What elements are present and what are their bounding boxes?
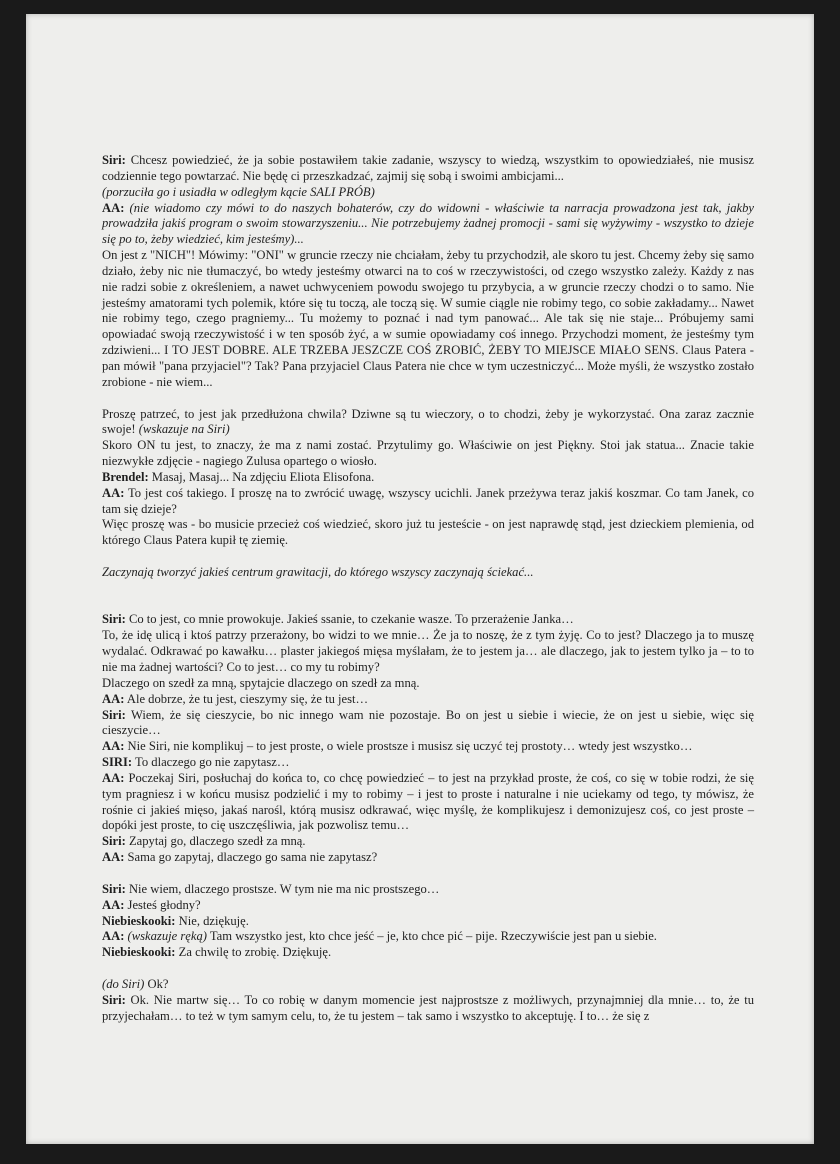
paragraph-text: Poczekaj Siri, posłuchaj do końca to, co chcę powiedzieć – to jest na przykład proste, że coś, co się w tobie rodzi, że się tym pragniesz i w końcu musisz podzielić i my to robimy – i jest to proste i naturalne i nie uciekamy od tego, ty mówisz, że rośnie ci jakieś mięso, jakaś narośl, którą musisz odkrawać, więc myślę, że komplikujesz i demonizujesz coś, co jest proste – dopóki jest proste, to cię uszczęśliwia, jak pozwolisz temu… — [102, 770, 754, 833]
speaker-name: AA: — [102, 200, 125, 215]
paragraph-text: Skoro ON tu jest, to znaczy, że ma z nami zostać. Przytulimy go. Właściwie on jest Piękny. Stoi jak statua... Znacie takie niezwykłe zdjęcie - nagiego Zulusa opartego o wiosło. — [102, 438, 754, 469]
stage-direction: (do Siri) — [102, 976, 145, 991]
paragraph — [102, 755, 754, 771]
paragraph — [102, 898, 754, 914]
paragraph — [102, 771, 754, 834]
paragraph-text: Sama go zapytaj, dlaczego go sama nie zapytasz? — [124, 850, 378, 865]
paragraph — [102, 739, 754, 755]
speaker-name: Siri: — [102, 707, 126, 722]
speaker-name: Niebieskooki: — [102, 913, 176, 928]
paragraph — [102, 248, 754, 391]
paragraph-text: Chcesz powiedzieć, że ja sobie postawiłem takie zadanie, wszyscy to wiedzą, wszystkim to opowiedziałeś, nie musisz codziennie tego powtarzać. Nie będę ci przeszkadzać, zajmij się sobą i swoimi ambicjami... — [102, 153, 754, 183]
speaker-name: Siri: — [102, 834, 126, 849]
speaker-name: Brendel: — [102, 469, 149, 484]
paragraph-text: Nie, dziękuję. — [175, 913, 249, 928]
paragraph — [102, 882, 754, 898]
speaker-name: AA: — [102, 850, 125, 865]
speaker-name: AA: — [102, 485, 125, 500]
speaker-name: AA: — [102, 929, 125, 944]
paragraph-text: Więc proszę was - bo musicie przecież coś wiedzieć, skoro już tu jesteście - on jest naprawdę stąd, jest dzieckiem plemienia, od którego Claus Patera kupił tę ziemię. — [102, 517, 754, 548]
stage-direction: (nie wiadomo czy mówi to do naszych bohaterów, czy do widowni - właściwie ta narracja prowadzona jest tak, jakby prowadziła jakiś program o swoim stowarzyszeniu... Nie potrzebujemy żadnej promocji - sami się wyżywimy - wszystko to dzieje się po to, żeby wiedzieć, kim jesteśmy)... — [102, 200, 754, 247]
paragraph-text: Masaj, Masaj... Na zdjęciu Eliota Elisofona. — [148, 469, 375, 484]
stage-direction: (wskazuje ręką) — [127, 929, 207, 944]
paragraph — [102, 945, 754, 961]
document-text — [102, 153, 754, 1024]
paragraph — [102, 977, 754, 993]
paragraph-text: Proszę patrzeć, to jest jak przedłużona chwila? Dziwne są tu wieczory, o to chodzi, żeby je wykorzystać. Ona zaraz zacznie swoje! — [102, 406, 754, 437]
paragraph — [102, 628, 754, 676]
paragraph-text: Dlaczego on szedł za mną, spytajcie dlaczego on szedł za mną. — [102, 675, 420, 690]
paragraph-text-after: Tam wszystko jest, kto chce jeść – je, kto chce pić – pije. Rzeczywiście jest pan u siebie. — [206, 929, 657, 944]
paragraph — [102, 929, 754, 945]
paragraph — [102, 470, 754, 486]
paragraph-text: On jest z "NICH"! Mówimy: "ONI" w gruncie rzeczy nie chciałam, żeby tu przychodził, ale skoro tu jest. Chcemy żeby się samo działo, żeby nic nie tłumaczyć, bo wtedy jesteśmy otwarci na to coś w rzeczywistości, od czego wszystko zależy. Każdy z nas nie radzi sobie z określeniem, a nawet uchwyceniem powodu swojego tu przybycia, a w gruncie rzeczy chodzi o to samo. Nie jesteśmy amatorami tych polemik, które się tu toczą, ale toczą się. W sumie ciągle nie robimy tego, co sobie zakładamy... Nawet nie robimy tego, czego pragniemy... Tu możemy to poznać i nad tym panować... Ale tak się nie staje... Próbujemy sami opowiadać swoją rzeczywistość i w ten sposób żyć, a w sumie opowiadamy coś innego. Przychodzi moment, że jesteśmy tym zdziwieni... I TO JEST DOBRE. ALE TRZEBA JESZCZE COŚ ZROBIĆ, ŻEBY TO MIEJSCE MIAŁO SENS. Claus Patera - pan mówił "pana przyjaciel"? Tak? Pana przyjaciel Claus Patera nie chce w tym uczestniczyć... Może myśli, że wszystko zostało zrobione - nie wiem... — [102, 248, 754, 389]
paragraph — [102, 850, 754, 866]
paragraph-text: Co to jest, co mnie prowokuje. Jakieś ssanie, to czekanie wasze. To przerażenie Janka… — [125, 612, 574, 627]
paragraph-text: Nie wiem, dlaczego prostsze. W tym nie ma nic prostszego… — [125, 881, 440, 896]
paragraph — [102, 834, 754, 850]
paragraph-text: Jesteś głodny? — [124, 897, 201, 912]
speaker-name: Siri: — [102, 153, 126, 167]
speaker-name: Siri: — [102, 992, 126, 1007]
stage-direction: (porzuciła go i usiadła w odległym kącie SALI PRÓB) — [102, 184, 375, 199]
paragraph — [102, 993, 754, 1025]
paragraph — [102, 676, 754, 692]
stage-direction: (wskazuje na Siri) — [138, 422, 230, 437]
paragraph-text: Ale dobrze, że tu jest, cieszymy się, że tu jest… — [124, 691, 369, 706]
speaker-name: Siri: — [102, 881, 126, 896]
paragraph-text: Za chwilę to zrobię. Dziękuję. — [175, 945, 332, 960]
paragraph-text: To dlaczego go nie zapytasz… — [132, 755, 290, 770]
paragraph-text: Wiem, że się cieszycie, bo nic innego wam nie pozostaje. Bo on jest u siebie i wiecie, że on jest u siebie, więc się cieszycie… — [102, 707, 754, 738]
paragraph — [102, 565, 754, 581]
document-page — [26, 14, 814, 1144]
paragraph — [102, 708, 754, 740]
paragraph — [102, 486, 754, 518]
speaker-name: AA: — [102, 739, 125, 754]
speaker-name: AA: — [102, 897, 125, 912]
speaker-name: AA: — [102, 770, 125, 785]
paragraph-text: Nie Siri, nie komplikuj – to jest proste, o wiele prostsze i musisz się uczyć tej prostoty… wtedy jest wszystko… — [124, 739, 693, 754]
paragraph — [102, 692, 754, 708]
speaker-name: AA: — [102, 691, 125, 706]
paragraph-text: To jest coś takiego. I proszę na to zwrócić uwagę, wszyscy ucichli. Janek przeżywa teraz jakiś koszmar. Co tam Janek, co tam się dzieje? — [102, 485, 754, 516]
paragraph — [102, 185, 754, 201]
paragraph-text: Ok. Nie martw się… To co robię w danym momencie jest najprostsze z możliwych, przynajmniej dla mnie… to, że tu przyjechałam… to też w tym samym celu, to, że tu jestem – tak samo i wszystko to akceptuję. I to… że się z — [102, 992, 754, 1023]
paragraph — [102, 201, 754, 249]
paragraph — [102, 517, 754, 549]
paragraph-text-after: Ok? — [144, 976, 169, 991]
paragraph — [102, 153, 754, 185]
paragraph — [102, 438, 754, 470]
speaker-name: Niebieskooki: — [102, 945, 176, 960]
paragraph — [102, 612, 754, 628]
paragraph-text: To, że idę ulicą i ktoś patrzy przerażony, bo widzi to we mnie… Że ja to noszę, że z tym żyję. Co to jest? Dlaczego ja to muszę wydalać. Odkrawać po kawałku… plaster jakiegoś mięsa myślałam, że to jestem ja… ale dlaczego, jak to jestem tylko ja – to to nie ma żadnej wartości? Co to jest… co my tu robimy? — [102, 628, 754, 674]
speaker-name: Siri: — [102, 612, 126, 627]
paragraph-text: Zapytaj go, dlaczego szedł za mną. — [125, 834, 306, 849]
paragraph — [102, 407, 754, 439]
speaker-name: SIRI: — [102, 755, 133, 770]
stage-direction: Zaczynają tworzyć jakieś centrum grawitacji, do którego wszyscy zaczynają ściekać... — [102, 564, 534, 579]
paragraph — [102, 914, 754, 930]
